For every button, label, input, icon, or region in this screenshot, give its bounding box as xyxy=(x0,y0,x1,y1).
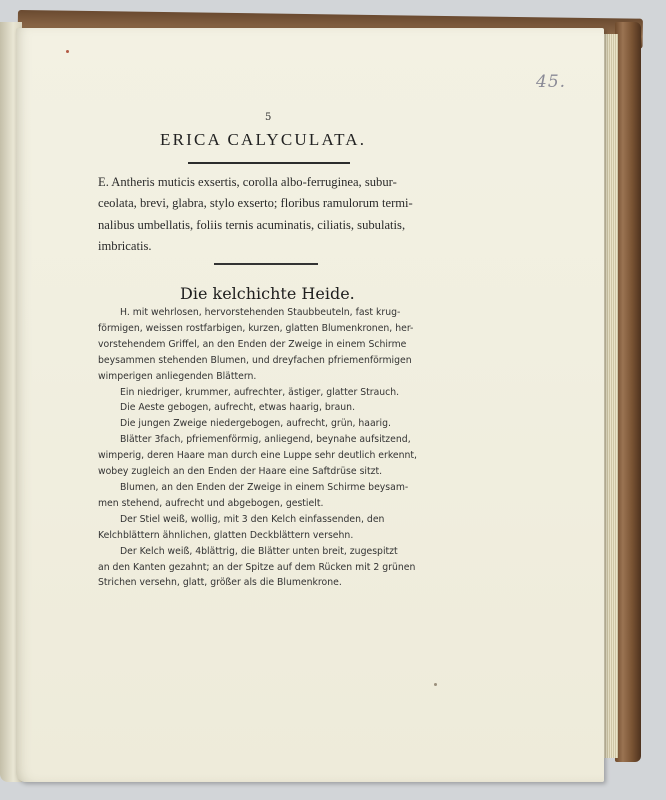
german-line: Blumen, an den Enden der Zweige in einem Schirme beysam- xyxy=(120,481,409,493)
german-heading: Die kelchichte Heide. xyxy=(180,284,355,303)
german-line: förmigen, weissen rostfarbigen, kurzen, glatten Blumenkronen, her- xyxy=(98,322,414,334)
german-line: Strichen versehn, glatt, größer als die Blumenkrone. xyxy=(98,577,342,589)
title-rule xyxy=(188,162,350,164)
foxing-spot xyxy=(66,50,69,53)
german-line: Blätter 3fach, pfriemenförmig, anliegend, beynahe aufsitzend, xyxy=(120,434,411,446)
latin-line: imbricatis. xyxy=(98,238,152,253)
german-line: men stehend, aufrecht und abgebogen, gestielt. xyxy=(98,497,324,509)
latin-line: E. Antheris muticis exsertis, corolla albo-ferruginea, subur- xyxy=(98,175,397,189)
german-line: an den Kanten gezahnt; an der Spitze auf dem Rücken mit 2 grünen xyxy=(98,561,416,573)
page-title: ERICA CALYCULATA. xyxy=(160,130,367,149)
german-line: Der Kelch weiß, 4blättrig, die Blätter unten breit, zugespitzt xyxy=(120,545,398,557)
folio-number: 45. xyxy=(536,72,567,92)
german-line: Der Stiel weiß, wollig, mit 3 den Kelch einfassenden, den xyxy=(120,513,385,525)
german-line: wimperigen anliegenden Blättern. xyxy=(98,370,257,382)
german-line: wimperig, deren Haare man durch eine Luppe sehr deutlich erkennt, xyxy=(98,450,418,462)
german-line: Die Aeste gebogen, aufrecht, etwas haarig, braun. xyxy=(120,402,356,414)
german-line: Kelchblättern ähnlichen, glatten Deckblättern versehn. xyxy=(98,529,354,541)
german-description xyxy=(98,305,436,591)
foxing-spot xyxy=(434,683,437,686)
book-cover-spine xyxy=(615,22,641,762)
german-line: Die jungen Zweige niedergebogen, aufrecht, grün, haarig. xyxy=(120,418,391,430)
german-line: H. mit wehrlosen, hervorstehenden Staubbeuteln, fast krug- xyxy=(120,307,401,318)
latin-description xyxy=(98,172,436,257)
latin-line: ceolata, brevi, glabra, stylo exserto; floribus ramulorum termi- xyxy=(98,196,413,211)
german-line: vorstehendem Griffel, an den Enden der Zweige in einem Schirme xyxy=(98,338,407,350)
signature-mark: 5 xyxy=(265,112,272,123)
german-line: Ein niedriger, krummer, aufrechter, ästiger, glatter Strauch. xyxy=(120,386,400,398)
german-line: beysammen stehenden Blumen, und dreyfachen pfriemenförmigen xyxy=(98,354,412,366)
section-rule xyxy=(214,263,318,265)
german-line: wobey zugleich an den Enden der Haare eine Saftdrüse sitzt. xyxy=(98,466,383,478)
latin-line: nalibus umbellatis, foliis ternis acuminatis, ciliatis, subulatis, xyxy=(98,217,406,232)
